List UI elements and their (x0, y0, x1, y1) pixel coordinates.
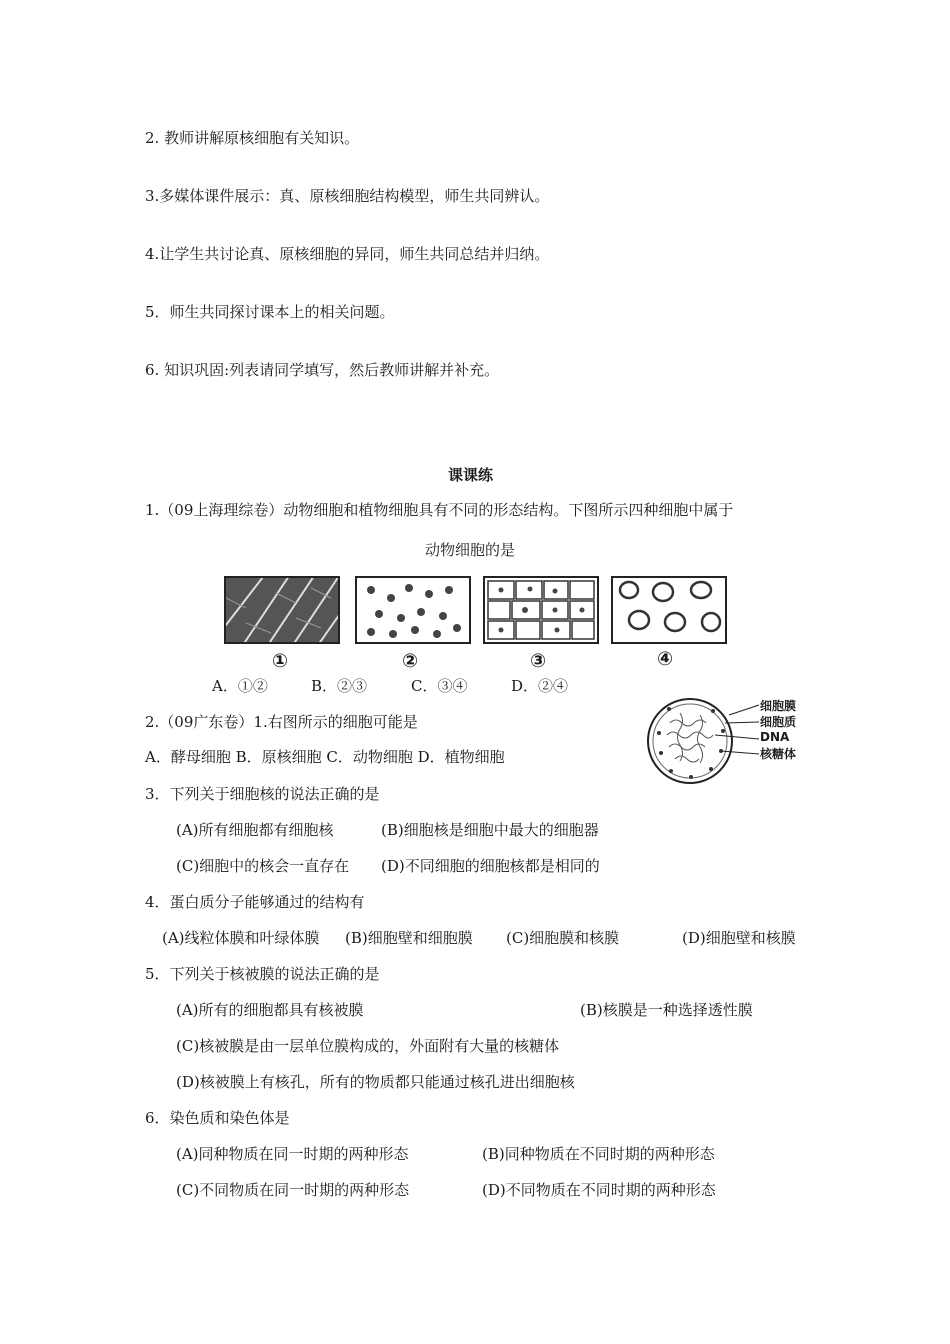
cell-image-3 (483, 576, 599, 644)
q4-option-a: (A)线粒体膜和叶绿体膜 (162, 929, 320, 947)
prokaryote-diagram (645, 693, 810, 803)
q5-option-b: (B)核膜是一种选择透性膜 (580, 1001, 753, 1019)
label-dna: DNA (760, 730, 790, 744)
label-ribosome: 核糖体 (760, 747, 797, 761)
q6-stem: 6．染色质和染色体是 (145, 1109, 290, 1127)
q3-option-b: (B)细胞核是细胞中最大的细胞器 (381, 821, 599, 839)
q4-stem: 4．蛋白质分子能够通过的结构有 (145, 893, 365, 911)
step-2: 2. 教师讲解原核细胞有关知识。 (145, 129, 360, 147)
section-title: 课课练 (448, 466, 494, 484)
q3-option-c: (C)细胞中的核会一直存在 (176, 857, 350, 875)
q4-option-d: (D)细胞壁和核膜 (682, 929, 796, 947)
q6-option-b: (B)同种物质在不同时期的两种形态 (482, 1145, 715, 1163)
q1-option-c: C．③④ (411, 677, 468, 695)
cell-label-1: ① (271, 650, 289, 672)
q4-option-b: (B)细胞壁和细胞膜 (345, 929, 473, 947)
cell-image-1 (224, 576, 340, 644)
step-3: 3.多媒体课件展示：真、原核细胞结构模型，师生共同辨认。 (145, 187, 550, 205)
cell-label-3: ③ (529, 650, 547, 672)
label-cytoplasm: 细胞质 (760, 715, 797, 729)
q1-stem-line1: 1.（09上海理综卷）动物细胞和植物细胞具有不同的形态结构。下图所示四种细胞中属于 (145, 501, 734, 519)
q5-option-c: (C)核被膜是由一层单位膜构成的，外面附有大量的核糖体 (176, 1037, 560, 1055)
label-cell-membrane: 细胞膜 (760, 699, 797, 713)
q2-stem: 2.（09广东卷）1.右图所示的细胞可能是 (145, 713, 418, 731)
q6-option-d: (D)不同物质在不同时期的两种形态 (482, 1181, 716, 1199)
q1-option-b: B．②③ (311, 677, 368, 695)
step-4: 4.让学生共讨论真、原核细胞的异同，师生共同总结并归纳。 (145, 245, 550, 263)
q4-option-c: (C)细胞膜和核膜 (506, 929, 620, 947)
step-6: 6. 知识巩固:列表请同学填写，然后教师讲解并补充。 (145, 361, 500, 379)
q1-stem-line2: 动物细胞的是 (425, 541, 516, 559)
step-5: 5．师生共同探讨课本上的相关问题。 (145, 303, 395, 321)
q5-option-a: (A)所有的细胞都具有核被膜 (176, 1001, 364, 1019)
q2-options: A．酵母细胞 B．原核细胞 C．动物细胞 D．植物细胞 (145, 748, 505, 766)
cell-label-4: ④ (656, 648, 674, 670)
q6-option-c: (C)不同物质在同一时期的两种形态 (176, 1181, 410, 1199)
cell-image-4 (611, 576, 727, 644)
cell-label-2: ② (401, 650, 419, 672)
q1-option-a: A．①② (212, 677, 268, 695)
q1-option-d: D．②④ (511, 677, 569, 695)
q5-stem: 5．下列关于核被膜的说法正确的是 (145, 965, 380, 983)
q3-option-d: (D)不同细胞的细胞核都是相同的 (381, 857, 600, 875)
q6-option-a: (A)同种物质在同一时期的两种形态 (176, 1145, 409, 1163)
q3-stem: 3．下列关于细胞核的说法正确的是 (145, 785, 380, 803)
q3-option-a: (A)所有细胞都有细胞核 (176, 821, 334, 839)
q5-option-d: (D)核被膜上有核孔，所有的物质都只能通过核孔进出细胞核 (176, 1073, 575, 1091)
cell-image-2 (355, 576, 471, 644)
